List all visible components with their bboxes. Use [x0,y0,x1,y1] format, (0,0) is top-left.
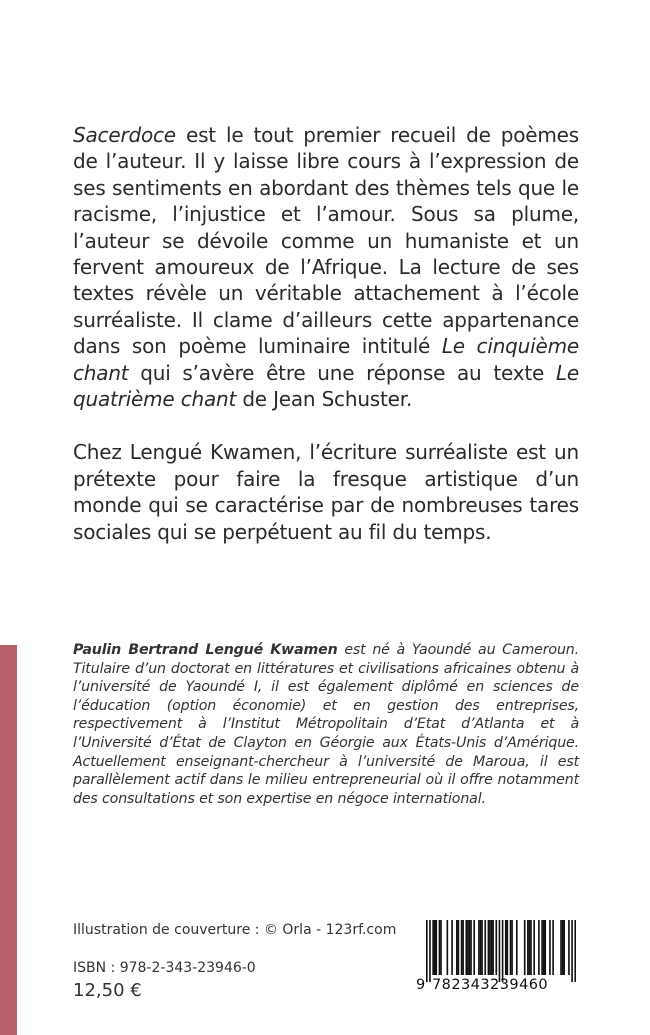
barcode-bar [432,920,434,975]
barcode-number: 782343239460 [432,977,549,993]
barcode-bar [429,920,431,982]
italic-title-segment: Le cinquième chant [73,334,579,385]
barcode-first-digit: 9 [416,977,426,993]
barcode-bar [458,920,460,975]
barcode-bar [527,920,529,975]
barcode-bar [469,920,471,975]
barcode-bar [467,920,469,975]
barcode-bar [447,920,449,975]
barcode-bar [541,920,543,975]
barcode-bar [543,920,545,975]
barcode-bar [495,920,497,975]
barcode-bar [439,920,441,975]
barcode-bar [489,920,491,975]
text-segment: de Jean Schuster. [236,387,413,412]
barcode-bar [511,920,513,975]
barcode-bar [470,920,472,975]
barcode-bar [544,920,546,975]
barcode-bar [426,920,428,982]
text-segment: qui s’avère être une réponse au texte [128,360,556,385]
author-bio-text: est né à Yaoundé au Cameroun. Titulaire d’un doctorat en littératures et civilisations africaines obtenu à l’université de Yaoundé I, il est également diplômé en sciences de l’éducation (option économie) et en gestion des entreprises, respectivement à l’Institut Métropolitain d’Etat d’Atlanta et à l’Université d’État de Clayton en Géorgie aux États-Unis d’Amérique. Actuellement enseignant-chercheur à l’université de Maroua, il est parallèlement actif dans le milieu entrepreneurial où il offre notamment des consultations et son expertise en négoce international. [73,642,579,807]
barcode-bar [552,920,554,975]
barcode-bar [502,920,504,982]
barcode-bar [568,920,570,975]
author-biography [73,641,579,808]
barcode-bar [538,920,540,975]
barcode-bar [571,920,573,982]
barcode-bar [484,920,486,975]
price: 12,50 € [73,980,142,1001]
barcode-bar [473,920,475,975]
barcode-bar [574,920,576,982]
barcode-bar [530,920,532,975]
barcode-bar [516,920,518,975]
barcode-bar [488,920,490,975]
barcode-bar [456,920,458,975]
author-name: Paulin Bertrand Lengué Kwamen [73,642,338,658]
italic-title-segment: Le quatrième chant [73,360,579,412]
barcode-bar [562,920,564,975]
barcode-bar [435,920,437,975]
barcode-bar [529,920,531,975]
barcode-bar [480,920,482,975]
barcode-bar [478,920,480,975]
side-color-band [0,645,17,1035]
barcode-bar [491,920,493,975]
summary-paragraph-1 [73,122,579,412]
italic-title-segment: Sacerdoce [73,123,176,147]
barcode-bar [510,920,512,975]
back-cover-summary [73,122,579,545]
barcode-bar [560,920,562,975]
barcode-bar [549,920,551,975]
barcode [416,916,580,1002]
text-segment: est le tout premier recueil de poèmes de l’auteur. Il y laisse libre cours à l’expression de ses sentiments en abordant des thèmes tels que le racisme, l’injustice et l’amour. Sous sa plume, l’auteur se dévoile comme un humaniste et un fervent amoureux de l’Afrique. La lecture de ses textes révèle un véritable attachement à l’école surréaliste. Il clame d’ailleurs cette appartenance dans son poème luminaire intitulé [73,123,579,359]
cover-illustration-credit: Illustration de couverture : © Orla - 123rf.com [73,922,397,938]
barcode-bar [461,920,463,975]
barcode-bar [533,920,535,975]
barcode-bar [465,920,467,975]
barcode-bar [499,920,501,982]
isbn-number: ISBN : 978-2-343-23946-0 [73,960,256,976]
barcode-bars [426,920,576,982]
barcode-bar [440,920,442,975]
barcode-bar [451,920,453,975]
barcode-bar [481,920,483,975]
barcode-bar [563,920,565,975]
barcode-bar [434,920,436,975]
barcode-bar [492,920,494,975]
barcode-bar [524,920,526,975]
barcode-bar [462,920,464,975]
barcode-bar [507,920,509,975]
barcode-bar [505,920,507,975]
summary-paragraph-2: Chez Lengué Kwamen, l’écriture surréaliste est un prétexte pour faire la fresque artistique d’un monde qui se caractérise par de nombreuses tares sociales qui se perpétuent au fil du temps. [73,440,579,544]
